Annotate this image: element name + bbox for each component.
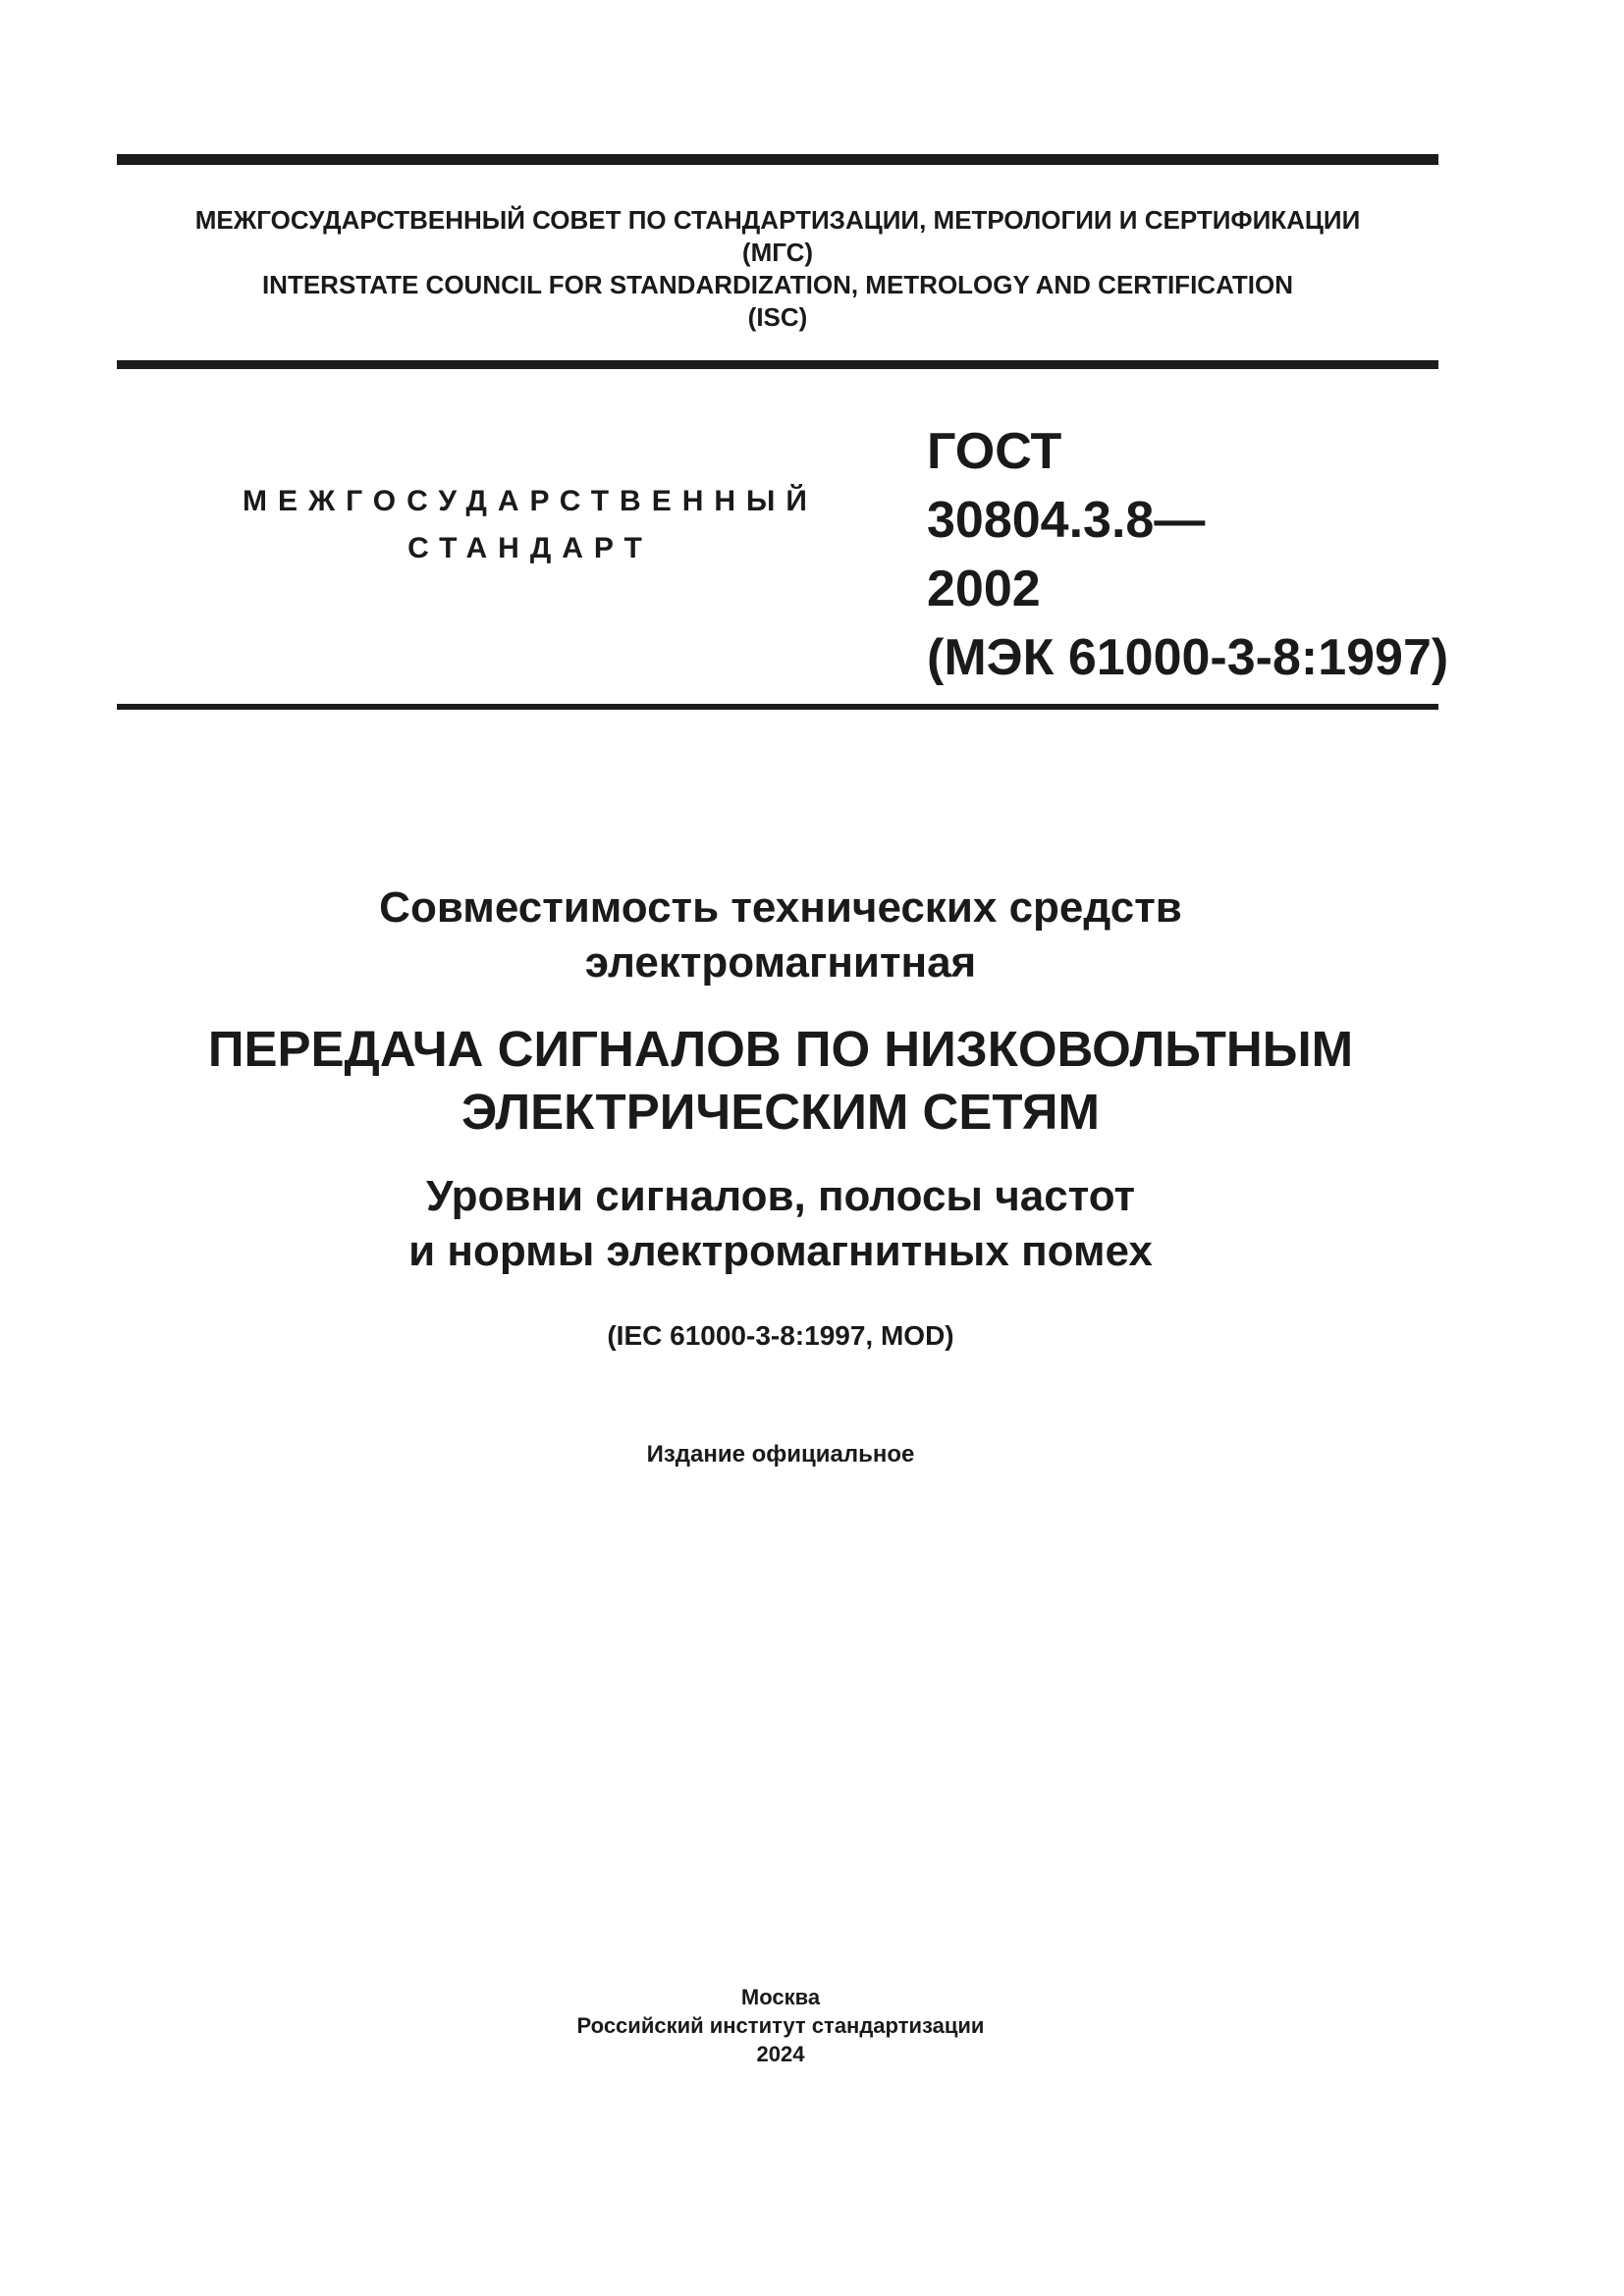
middle-rule — [117, 360, 1438, 369]
imprint-publisher: Российский институт стандартизации — [576, 2013, 985, 2038]
main-title-line1: ПЕРЕДАЧА СИГНАЛОВ ПО НИЗКОВОЛЬТНЫМ — [207, 1021, 1354, 1077]
edition-note: Издание официальное — [646, 1441, 915, 1468]
general-title-line1: Совместимость технических средств — [379, 883, 1182, 932]
standard-kind-line1: МЕЖГОСУДАРСТВЕННЫЙ — [243, 485, 818, 517]
standard-kind-line2: СТАНДАРТ — [407, 532, 653, 564]
imprint-city: Москва — [740, 1985, 821, 2009]
iec-mod-reference: (IEC 61000-3-8:1997, MOD) — [607, 1320, 954, 1351]
gost-label: ГОСТ — [927, 423, 1062, 480]
council-name-en: INTERSTATE COUNCIL FOR STANDARDIZATION, METROLOGY AND CERTIFICATION — [261, 270, 1294, 299]
council-header — [117, 204, 1438, 334]
publisher-imprint — [0, 1983, 1561, 2068]
standard-kind — [196, 478, 864, 572]
main-title — [0, 1018, 1561, 1144]
document-title — [0, 881, 1561, 1469]
subtitle — [0, 1169, 1561, 1279]
general-title — [0, 881, 1561, 990]
subtitle-line2: и нормы электромагнитных помех — [408, 1227, 1153, 1275]
council-abbr-ru: (МГС) — [741, 238, 814, 267]
council-name-ru: МЕЖГОСУДАРСТВЕННЫЙ СОВЕТ ПО СТАНДАРТИЗАЦИИ, МЕТРОЛОГИИ И СЕРТИФИКАЦИИ — [194, 205, 1361, 235]
standard-designation — [927, 417, 1448, 692]
gost-year: 2002 — [927, 561, 1041, 617]
top-rule — [117, 154, 1438, 165]
general-title-line2: электромагнитная — [584, 938, 977, 987]
council-abbr-en: (ISC) — [747, 302, 808, 332]
gost-number: 30804.3.8— — [927, 492, 1206, 549]
main-title-line2: ЭЛЕКТРИЧЕСКИМ СЕТЯМ — [461, 1084, 1100, 1140]
iec-reference: (МЭК 61000-3-8:1997) — [927, 629, 1449, 686]
imprint-year: 2024 — [756, 2042, 805, 2066]
lower-rule — [117, 704, 1438, 710]
subtitle-line1: Уровни сигналов, полосы частот — [425, 1172, 1136, 1220]
